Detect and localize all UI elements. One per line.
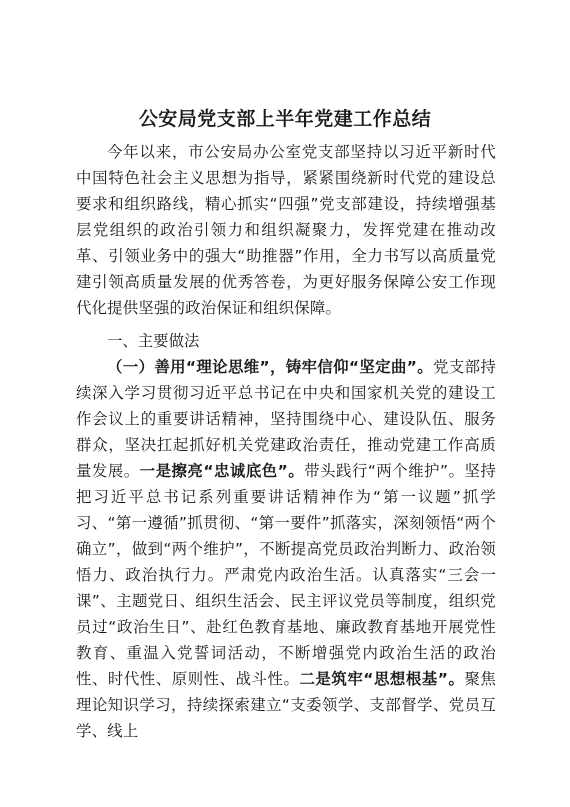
document-title: 公安局党支部上半年党建工作总结 (138, 108, 432, 130)
intro-paragraph: 今年以来，市公安局办公室党支部坚持以习近平新时代中国特色社会主义思想为指导，紧紧围绕新时代党的建设总要求和组织路线，精心抓实“四强”党支部建设，持续增强基层党组织的政治引领力和组织凝聚力，发挥党建在推动改革、引领业务中的强大“助推器”作用，全力书写以高质量党建引领高质量发展的优秀答卷，为更好服务保障公安工作现代化提供坚强的政治保证和组织保障。 (76, 143, 496, 317)
section-1-lead: （一）善用“理论思维”，铸牢信仰“坚定曲”。 (107, 358, 434, 376)
point-1-lead: 一是擦亮“忠诚底色”。 (139, 462, 305, 480)
section-1-paragraph (76, 354, 496, 744)
point-2-lead: 二是筑牢“思想根基”。 (299, 670, 465, 688)
section-1-text-a: 党支部持续深入学习贯彻习近平总书记在中央和国家机关党的建设工作会议上的重要讲话精神，坚持围绕中心、建设队伍、服务群众，坚决扛起抓好机关党建政治责任，推动党建工作高质量发展。 (76, 358, 496, 480)
point-1-text: 带头践行“两个维护”。坚持把习近平总书记系列重要讲话精神作为“第一议题”抓学习、“第一遵循”抓贯彻、“第一要件”抓落实，深刻领悟“两个确立”，做到“两个维护”，不断提高党员政治判断力、政治领悟力、政治执行力。严肃党内政治生活。认真落实“三会一课”、主题党日、组织生活会、民主评议党员等制度，组织党员过“政治生日”、赴红色教育基地、廉政教育基地开展党性教育、重温入党誓词活动，不断增强党内政治生活的政治性、时代性、原则性、战斗性。 (76, 462, 496, 688)
point-2-text: 聚焦理论知识学习，持续探索建立“支委领学、支部督学、党员互学、线上 (76, 670, 496, 740)
section-heading: 一、主要做法 (107, 332, 200, 350)
